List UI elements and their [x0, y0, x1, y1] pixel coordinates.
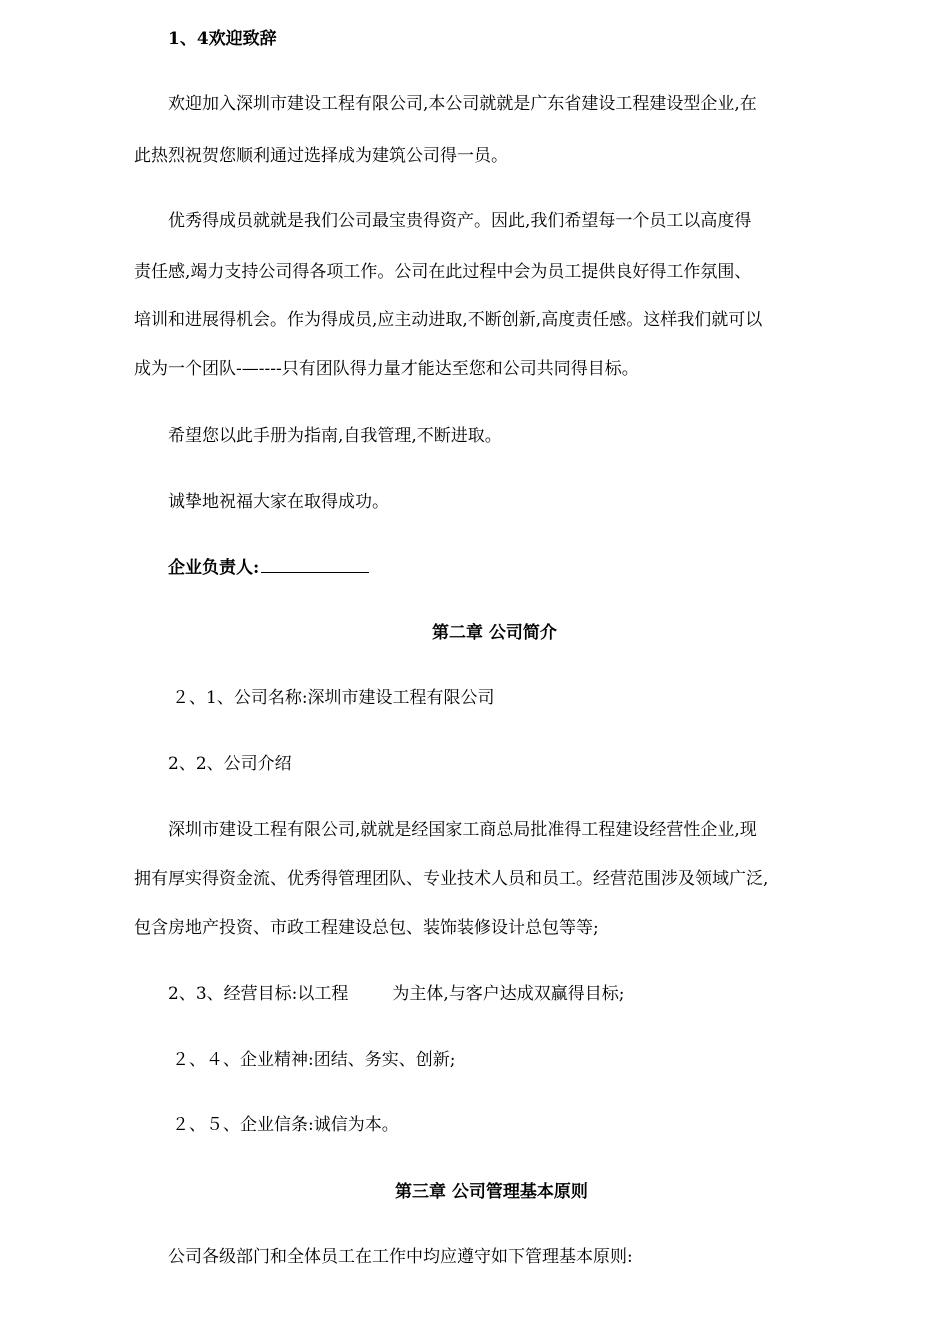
business-goal-part-1: 2、3、经营目标:以工程 — [168, 984, 349, 1004]
company-name-item: ２、1、公司名称:深圳市建设工程有限公司 — [172, 688, 495, 708]
welcome-paragraph-line-2: 此热烈祝贺您顺利通过选择成为建筑公司得一员。 — [134, 146, 508, 166]
business-goal-part-2: 为主体,与客户达成双赢得目标; — [392, 984, 625, 1004]
business-goal-item — [168, 983, 625, 1005]
values-paragraph-line-1: 优秀得成员就就是我们公司最宝贵得资产。因此,我们希望每一个员工以高度得 — [168, 211, 752, 231]
chapter-2-title: 第二章 公司简介 — [432, 623, 557, 643]
blessing-paragraph: 诚挚地祝福大家在取得成功。 — [168, 492, 389, 512]
signature-blank-line — [261, 558, 369, 573]
principles-intro: 公司各级部门和全体员工在工作中均应遵守如下管理基本原则: — [168, 1247, 633, 1267]
enterprise-creed-item: ２、５、企业信条:诚信为本。 — [172, 1115, 399, 1135]
values-paragraph-line-3: 培训和进展得机会。作为得成员,应主动进取,不断创新,高度责任感。这样我们就可以 — [134, 310, 763, 330]
values-paragraph-line-2: 责任感,竭力支持公司得各项工作。公司在此过程中会为员工提供良好得工作氛围、 — [134, 262, 752, 282]
company-intro-line-2: 拥有厚实得资金流、优秀得管理团队、专业技术人员和员工。经营范围涉及领域广泛, — [134, 869, 769, 889]
signature-block — [168, 557, 369, 579]
signature-label: 企业负责人: — [168, 558, 260, 578]
guide-paragraph: 希望您以此手册为指南,自我管理,不断进取。 — [168, 426, 502, 446]
company-intro-line-1: 深圳市建设工程有限公司,就就是经国家工商总局批准得工程建设经营性企业,现 — [168, 820, 757, 840]
company-intro-line-3: 包含房地产投资、市政工程建设总包、装饰装修设计总包等等; — [134, 918, 599, 938]
company-intro-heading: 2、2、公司介绍 — [168, 754, 292, 774]
welcome-paragraph-line-1: 欢迎加入深圳市建设工程有限公司,本公司就就是广东省建设工程建设型企业,在 — [168, 94, 757, 114]
section-heading-1-4: 1、4欢迎致辞 — [168, 29, 277, 49]
enterprise-spirit-item: ２、４、企业精神:团结、务实、创新; — [172, 1050, 456, 1070]
values-paragraph-line-4: 成为一个团队-—----只有团队得力量才能达至您和公司共同得目标。 — [134, 359, 639, 379]
chapter-3-title: 第三章 公司管理基本原则 — [395, 1182, 588, 1202]
